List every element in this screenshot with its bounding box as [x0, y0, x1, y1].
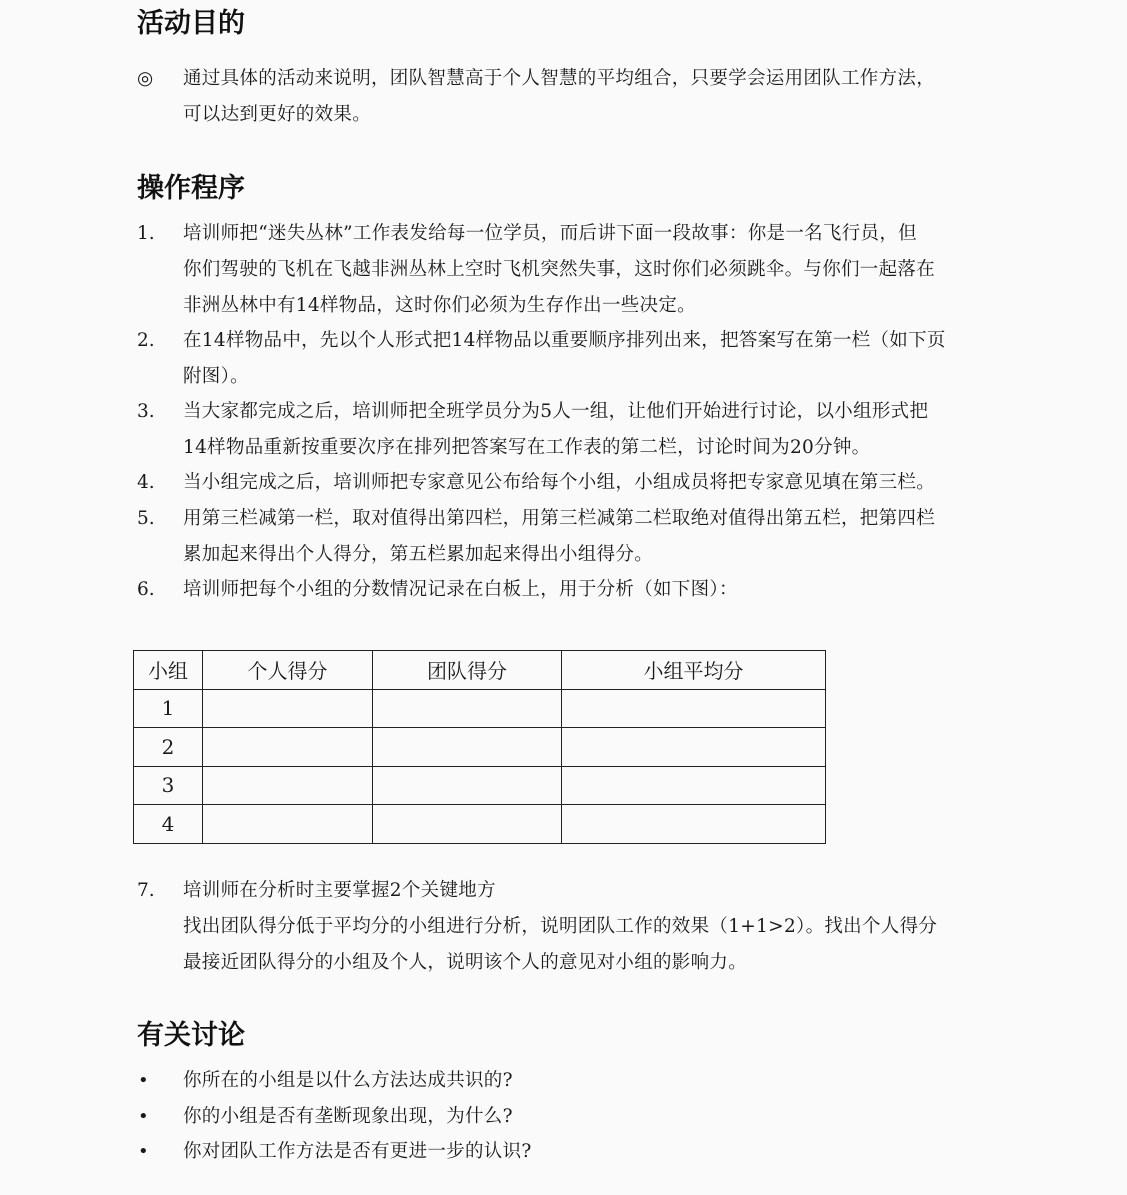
step-5-line-2: 累加起来得出个人得分，第五栏累加起来得出小组得分。 [183, 544, 654, 565]
step-6-line-1: 培训师把每个小组的分数情况记录在白板上，用于分析（如下图）： [183, 579, 738, 600]
step-7-line-3: 最接近团队得分的小组及个人，说明该个人的意见对小组的影响力。 [183, 952, 748, 973]
group-number: 1 [134, 689, 203, 728]
group-number: 3 [134, 766, 203, 805]
step-1-line-1: 培训师把“迷失丛林”工作表发给每一位学员，而后讲下面一段故事：你是一名飞行员，但 [183, 223, 917, 244]
step-number: 7. [137, 880, 155, 901]
heading-activity-purpose: 活动目的 [137, 8, 245, 39]
discussion-item: 你对团队工作方法是否有更进一步的认识? [183, 1141, 532, 1162]
heading-discussion: 有关讨论 [137, 1020, 245, 1051]
table-cell [562, 766, 826, 805]
step-number: 3. [137, 401, 155, 422]
table-row [134, 728, 826, 767]
step-3-line-1: 当大家都完成之后，培训师把全班学员分为5人一组，让他们开始进行讨论，以小组形式把 [183, 401, 929, 422]
table-cell [373, 805, 562, 844]
table-cell [562, 689, 826, 728]
step-7-line-2: 找出团队得分低于平均分的小组进行分析，说明团队工作的效果（1+1>2）。找出个人得分 [183, 916, 938, 937]
purpose-line-2: 可以达到更好的效果。 [183, 104, 372, 125]
step-7-line-1: 培训师在分析时主要掌握2个关键地方 [183, 880, 496, 901]
step-number: 5. [137, 508, 155, 529]
discussion-item: 你的小组是否有垄断现象出现，为什么? [183, 1106, 513, 1127]
group-number: 2 [134, 728, 203, 767]
step-2-line-2: 附图）。 [183, 366, 249, 387]
step-4-line-1: 当小组完成之后，培训师把专家意见公布给每个小组，小组成员将把专家意见填在第三栏。 [183, 472, 936, 493]
step-number: 6. [137, 579, 155, 600]
step-5-line-1: 用第三栏减第一栏，取对值得出第四栏，用第三栏减第二栏取绝对值得出第五栏，把第四栏 [183, 508, 936, 529]
table-cell [562, 805, 826, 844]
table-row [134, 689, 826, 728]
step-number: 2. [137, 330, 155, 351]
bullet-icon: • [138, 1141, 149, 1162]
table-cell [373, 766, 562, 805]
table-cell [373, 689, 562, 728]
table-row [134, 805, 826, 844]
bullet-icon: • [138, 1106, 149, 1127]
group-number: 4 [134, 805, 203, 844]
table-cell [203, 766, 373, 805]
step-1-line-3: 非洲丛林中有14样物品，这时你们必须为生存作出一些决定。 [183, 295, 696, 316]
double-circle-marker: ◎ [137, 68, 154, 89]
table-cell [562, 728, 826, 767]
step-3-line-2: 14样物品重新按重要次序在排列把答案写在工作表的第二栏，讨论时间为20分钟。 [183, 437, 871, 458]
header-individual-score: 个人得分 [203, 651, 373, 690]
step-number: 4. [137, 472, 155, 493]
table-cell [203, 689, 373, 728]
header-group: 小组 [134, 651, 203, 690]
table-cell [203, 805, 373, 844]
table-cell [373, 728, 562, 767]
heading-procedure: 操作程序 [137, 173, 245, 204]
header-group-average: 小组平均分 [562, 651, 826, 690]
score-table [133, 650, 826, 844]
step-2-line-1: 在14样物品中，先以个人形式把14样物品以重要顺序排列出来，把答案写在第一栏（如下页 [183, 330, 946, 351]
header-team-score: 团队得分 [373, 651, 562, 690]
discussion-item: 你所在的小组是以什么方法达成共识的? [183, 1070, 513, 1091]
bullet-icon: • [138, 1070, 149, 1091]
step-number: 1. [137, 223, 155, 244]
table-header-row [134, 651, 826, 690]
purpose-line-1: 通过具体的活动来说明，团队智慧高于个人智慧的平均组合，只要学会运用团队工作方法， [183, 68, 936, 89]
step-1-line-2: 你们驾驶的飞机在飞越非洲丛林上空时飞机突然失事，这时你们必须跳伞。与你们一起落在 [183, 259, 936, 280]
table-cell [203, 728, 373, 767]
table-row [134, 766, 826, 805]
